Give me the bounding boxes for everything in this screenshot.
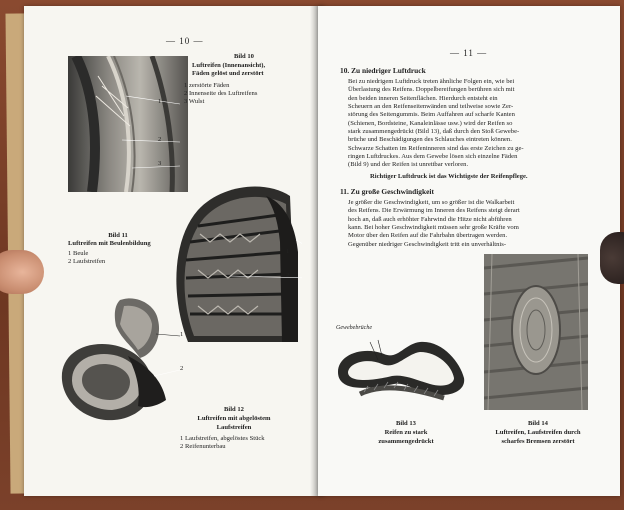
text-line: Je größer die Geschwindigkeit, um so größer ist die Walkarbeit	[348, 199, 515, 206]
text-line: kann. Bei hoher Geschwindigkeit müssen sehr große Kräfte vom	[348, 224, 519, 232]
text-line: (Bild 9) und der Reifen ist unrettbar verloren.	[348, 161, 469, 169]
text-line: stark zusammengedrückt (Bild 13), daß durch den Stoß Gewebe-	[348, 128, 520, 136]
fig12-item: 1 Laufstreifen, abgelöstes Stück	[180, 435, 265, 442]
fig13-annotation: Gewebebrüche	[336, 325, 372, 331]
text-line: brüche und Beschädigungen des Schlauches eintreten können.	[348, 136, 512, 144]
fig11-item: 1 Beule	[68, 250, 89, 257]
section-11-body	[348, 199, 608, 249]
tire-compressed-drawing	[334, 332, 484, 402]
text-line: Gegenüber niedriger Geschwindigkeit tritt ein unverhältnis-	[348, 240, 507, 248]
left-page	[24, 6, 324, 496]
fig12-item: 2 Reifenunterbau	[180, 443, 226, 450]
section-10-conclusion: Richtiger Luftdruck ist das Wichtigste der Reifenpflege.	[370, 173, 528, 180]
fig10-subtitle2: Fäden gelöst und zerstört	[192, 70, 264, 77]
text-line: hoch an, daß auch erhöhter Fahrwind die Hitze nicht abführen	[348, 215, 512, 223]
fig11-item: 2 Laufstreifen	[68, 258, 106, 265]
fig10-item: 1 zerstörte Fäden	[184, 82, 230, 89]
fig11-subtitle: Luftreifen mit Beulenbildung	[68, 240, 151, 247]
fig10-item: 2 Innenseite des Luftreifens	[184, 90, 258, 97]
text-line: störung des Seitengummis. Beim Auffahren auf scharfe Kanten	[348, 111, 515, 119]
fig11-title: Bild 11	[108, 232, 128, 239]
text-line: ringen Luftdruckes. Aus dem Gewebe lösen sich einzelne Fäden	[348, 153, 518, 161]
text-line: (Schienen, Bordsteine, Kanaleinlässe usw.) wird der Reifen so	[348, 119, 513, 127]
fig13-subtitle: Reifen zu stark	[384, 429, 428, 436]
fig11-marker-2: 2	[286, 272, 290, 279]
text-line: des Reifens. Die Erwärmung im Inneren des Reifens steigt derart	[348, 207, 520, 215]
fig13-title: Bild 13	[396, 420, 416, 427]
left-thumb	[0, 250, 44, 294]
tire-tread-separated-photo	[58, 296, 188, 422]
section-11-heading: 11. Zu große Geschwindigkeit	[340, 187, 434, 196]
section-10-body	[348, 78, 608, 170]
fig12-title: Bild 12	[224, 406, 244, 413]
tire-inner-photo	[68, 56, 188, 192]
fig14-title: Bild 14	[528, 420, 548, 427]
page-number: — 11 —	[450, 48, 488, 58]
fig14-subtitle: Luftreifen, Laufstreifen durch	[495, 429, 581, 436]
tire-braking-damage-photo	[484, 254, 588, 410]
fig10-marker-1: 1	[158, 98, 162, 105]
fig12-marker-2: 2	[180, 365, 184, 372]
page-number: — 10 —	[166, 36, 204, 46]
tire-bulge-photo	[170, 182, 302, 342]
fig12-subtitle2: Laufstreifen	[216, 424, 252, 431]
text-line: Motor über den Reifen auf die Fahrbahn übertragen werden.	[348, 232, 508, 240]
text-line: Bei zu niedrigem Luftdruck treten ähnliche Folgen ein, wie bei	[348, 78, 515, 85]
fig11-marker-1: 1	[286, 248, 290, 255]
text-line: Überlastung des Reifens. Doppelbereifungen berühren sich mit	[348, 86, 515, 94]
fig14-subtitle2: scharfes Bremsen zerstört	[501, 438, 575, 445]
fig10-marker-3: 3	[158, 160, 162, 167]
fig12-marker-1: 1	[180, 331, 184, 338]
fig13-subtitle2: zusammengedrückt	[378, 438, 434, 445]
fig10-marker-2: 2	[158, 136, 162, 143]
right-thumb	[600, 232, 624, 284]
fig10-subtitle: Luftreifen (Innenansicht),	[192, 62, 266, 69]
fig10-item: 3 Wulst	[184, 98, 205, 105]
text-line: Schwarze Schatten im Reifeninneren sind das erste Zeichen zu ge-	[348, 144, 524, 152]
section-10-heading: 10. Zu niedriger Luftdruck	[340, 66, 426, 75]
text-line: Scheuern an den Reifenseitenwänden und teilweise sowie Zer-	[348, 103, 514, 111]
right-page	[318, 6, 620, 496]
fig12-subtitle: Luftreifen mit abgelöstem	[197, 415, 271, 422]
text-line: den beiden inneren Seitenflächen. Hierdurch entsteht ein	[348, 94, 498, 102]
fig10-title: Bild 10	[234, 53, 254, 60]
